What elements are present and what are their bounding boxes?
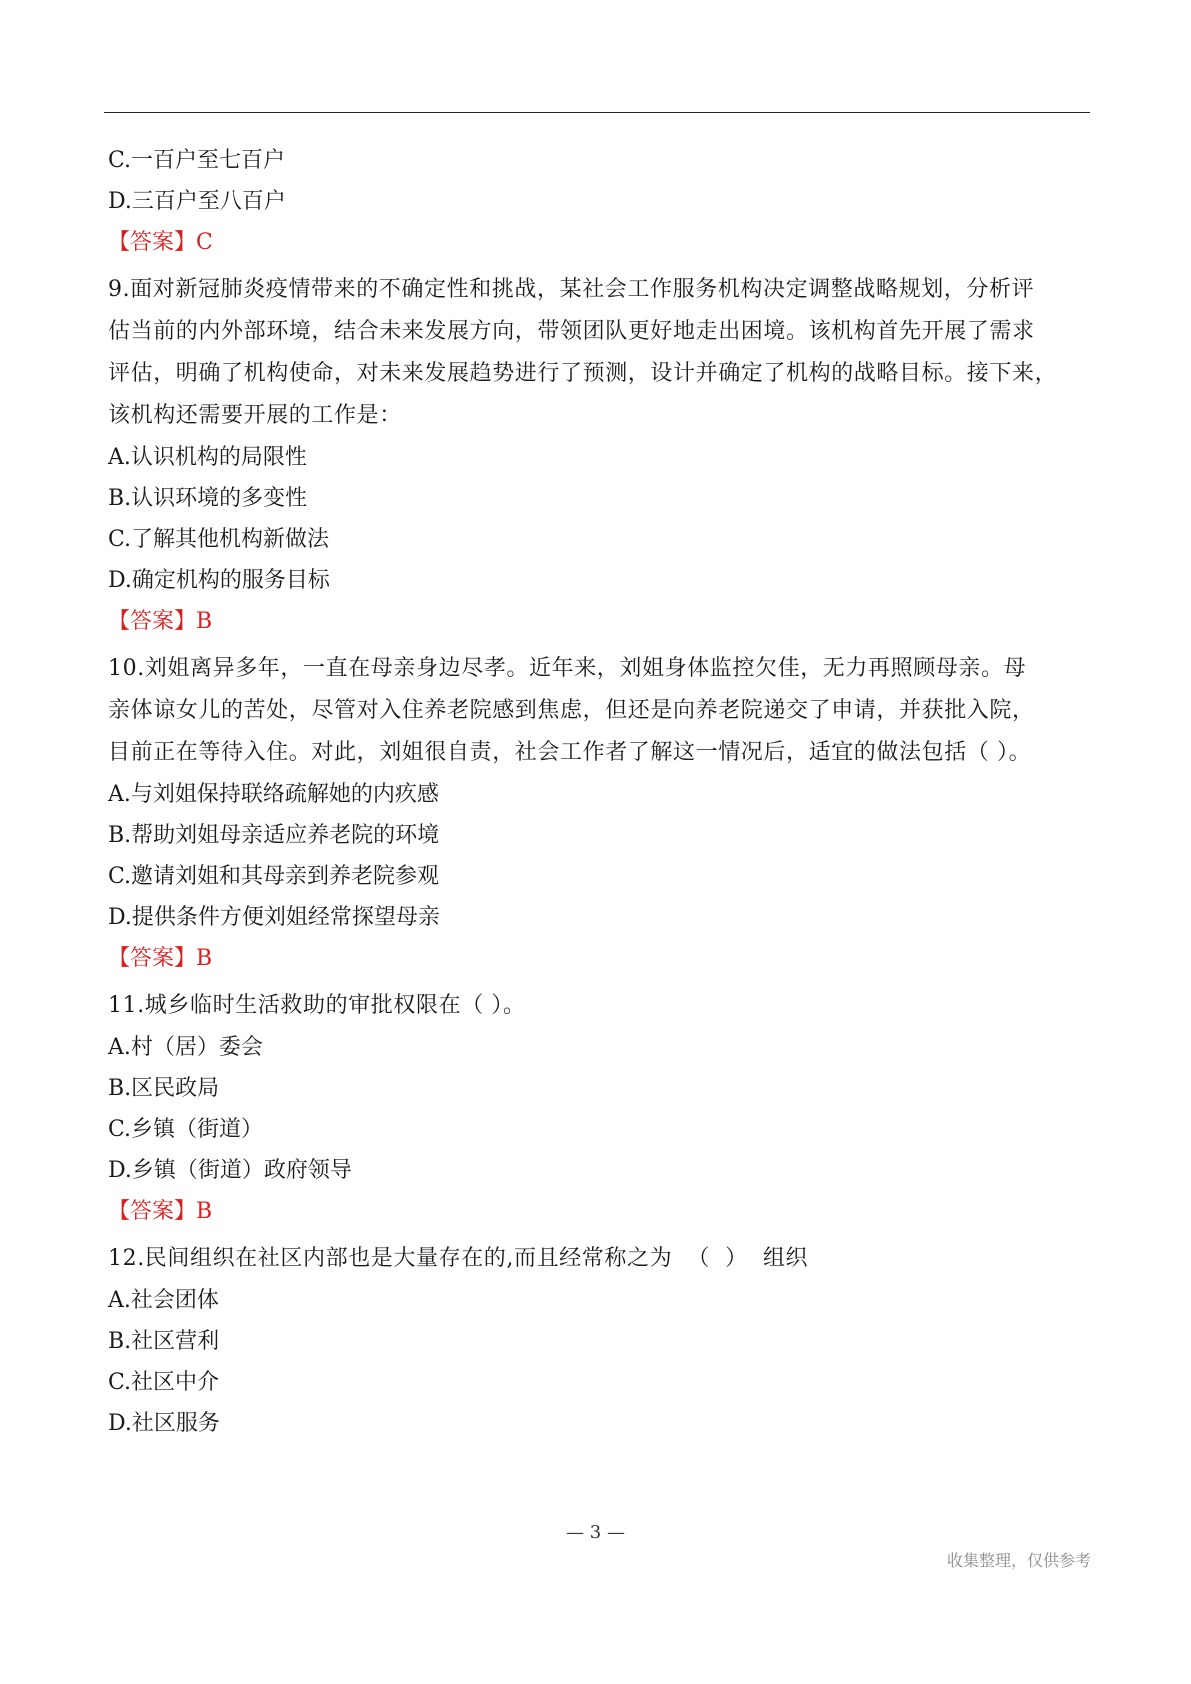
q10-stem-line: 10.刘姐离异多年，一直在母亲身边尽孝。近年来，刘姐身体监控欠佳，无力再照顾母亲。母 [108,656,1027,681]
q11-option-a: A.村（居）委会 [108,1035,263,1060]
q9-option-c: C.了解其他机构新做法 [108,527,330,552]
q10-stem-line: 目前正在等待入住。对此，刘姐很自责，社会工作者了解这一情况后，适宜的做法包括（ ）。 [108,740,1032,765]
q8-option-c: C.一百户至七百户 [108,148,286,173]
q12-option-b: B.社区营利 [108,1329,220,1354]
q9-stem [108,269,1088,437]
q8-answer-tag: 【答案】 [108,230,197,255]
q9-option-a: A.认识机构的局限性 [108,445,307,470]
q9-answer [108,601,1088,642]
q10-answer [108,938,1088,979]
q11-stem [108,985,1088,1027]
q10-option-b: B.帮助刘姐母亲适应养老院的环境 [108,823,440,848]
q10-option-c: C.邀请刘姐和其母亲到养老院参观 [108,864,440,889]
q9-stem-line: 该机构还需要开展的工作是： [108,403,402,428]
question-8-tail [108,140,1088,263]
q11-answer-tag: 【答案】 [108,1199,197,1224]
q9-option-d: D.确定机构的服务目标 [108,568,330,593]
q9-answer-tag: 【答案】 [108,609,197,634]
q11-option-c: C.乡镇（街道） [108,1117,264,1142]
q10-stem [108,648,1088,774]
q12-stem-line: 12.民间组织在社区内部也是大量存在的,而且经常称之为 （ ） 组织 [108,1246,809,1271]
q11-answer-value: B [196,1199,213,1224]
page-content [108,140,1088,1444]
q11-stem-line: 11.城乡临时生活救助的审批权限在（ ）。 [108,993,526,1018]
q11-option-b: B.区民政局 [108,1076,220,1101]
page-number: — 3 — [566,1522,625,1543]
q12-option-a: A.社会团体 [108,1288,219,1313]
q12-option-c: C.社区中介 [108,1370,220,1395]
q9-stem-line: 评估，明确了机构使命，对未来发展趋势进行了预测，设计并确定了机构的战略目标。接下来， [108,361,1058,386]
q10-answer-tag: 【答案】 [108,946,197,971]
q11-answer [108,1191,1088,1232]
q10-answer-value: B [196,946,213,971]
q8-answer [108,222,1088,263]
q8-option-d: D.三百户至八百户 [108,189,286,214]
q9-stem-line: 9.面对新冠肺炎疫情带来的不确定性和挑战，某社会工作服务机构决定调整战略规划，分析评 [108,277,1035,302]
header-rule [104,112,1090,113]
q9-answer-value: B [196,609,213,634]
question-10 [108,648,1088,979]
question-11 [108,985,1088,1232]
q11-option-d: D.乡镇（街道）政府领导 [108,1158,352,1183]
q12-stem [108,1238,1088,1280]
q9-option-b: B.认识环境的多变性 [108,486,308,511]
q8-answer-value: C [196,230,213,255]
question-12 [108,1238,1088,1444]
q12-option-d: D.社区服务 [108,1411,220,1436]
q10-stem-line: 亲体谅女儿的苦处，尽管对入住养老院感到焦虑，但还是向养老院递交了申请，并获批入院， [108,698,1035,723]
question-9 [108,269,1088,642]
footer-note: 收集整理，仅供参考 [946,1551,1091,1570]
q10-option-d: D.提供条件方便刘姐经常探望母亲 [108,905,440,930]
q9-stem-line: 估当前的内外部环境，结合未来发展方向，带领团队更好地走出困境。该机构首先开展了需求 [108,319,1035,344]
q10-option-a: A.与刘姐保持联络疏解她的内疚感 [108,782,439,807]
